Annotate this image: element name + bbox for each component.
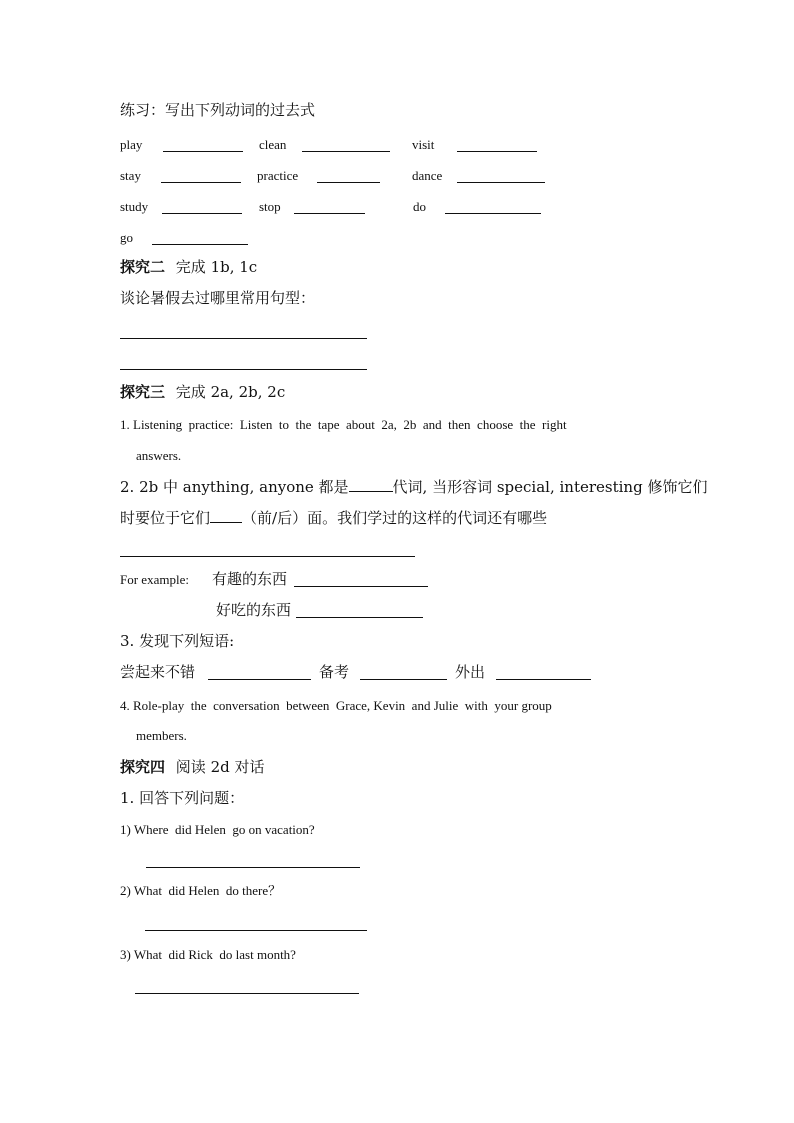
- q2-line2: [120, 510, 547, 526]
- phrase3-text: 外出: [455, 663, 486, 681]
- q4-line1: 4. Role-play the conversation between Grace, Kevin and Julie with your group: [120, 698, 552, 713]
- verb-study: study: [120, 199, 149, 214]
- phrase1-line[interactable]: [208, 679, 311, 680]
- section3-task: 完成 2a, 2b, 2c: [175, 383, 286, 401]
- q2-part-b: 代词, 当形容词 special, interesting 修饰它们: [392, 478, 708, 496]
- section4-subtitle: 1. 回答下列问题：: [120, 789, 245, 807]
- q2-line1: [120, 479, 707, 495]
- phrase2-line[interactable]: [360, 679, 447, 680]
- q1-line1: 1. Listening practice: Listen to the tape about 2a, 2b and then choose the right: [120, 417, 567, 432]
- q2-part-c: 时要位于它们: [120, 509, 211, 527]
- example2-text: 好吃的东西: [216, 601, 292, 619]
- phrase3-line[interactable]: [496, 679, 591, 680]
- answer-line-practice[interactable]: [317, 182, 380, 183]
- question-3: 3) What did Rick do last month?: [120, 947, 296, 962]
- section2-header: [120, 260, 257, 275]
- section4-task: 阅读 2d 对话: [175, 758, 265, 776]
- section4-header: [120, 760, 264, 775]
- section4-heading: 探究四: [120, 758, 166, 776]
- example-label: For example:: [120, 572, 189, 587]
- example2-line[interactable]: [296, 617, 423, 618]
- q2-answer-line[interactable]: [120, 556, 415, 557]
- verb-play: play: [120, 137, 143, 152]
- section2-heading: 探究二: [120, 258, 166, 276]
- answer-line-study[interactable]: [162, 213, 242, 214]
- section2-task: 完成 1b, 1c: [175, 258, 258, 276]
- example1-line[interactable]: [294, 586, 428, 587]
- exercise-title: 练习：写出下列动词的过去式: [120, 101, 316, 119]
- answer-line-stay[interactable]: [161, 182, 241, 183]
- answer-line-visit[interactable]: [457, 151, 537, 152]
- q3-title: 3. 发现下列短语:: [120, 632, 235, 650]
- verb-dance: dance: [412, 168, 443, 183]
- answer-line-play[interactable]: [163, 151, 243, 152]
- answer-line-go[interactable]: [152, 244, 248, 245]
- verb-practice: practice: [257, 168, 299, 183]
- answer-line-dance[interactable]: [457, 182, 545, 183]
- answer-line-q1[interactable]: [146, 867, 360, 868]
- answer-line-q2[interactable]: [145, 930, 367, 931]
- q4-line2: members.: [136, 728, 187, 743]
- sentence-line-1[interactable]: [120, 338, 367, 339]
- q2-part-a: 2. 2b 中 anything, anyone 都是: [120, 478, 349, 496]
- example1-text: 有趣的东西: [212, 570, 288, 588]
- q2-blank-pronoun[interactable]: [349, 479, 393, 492]
- sentence-line-2[interactable]: [120, 369, 367, 370]
- phrase2-text: 备考: [319, 663, 350, 681]
- q1-line2: answers.: [136, 448, 182, 463]
- phrase1-text: 尝起来不错: [120, 663, 196, 681]
- question-1: 1) Where did Helen go on vacation?: [120, 822, 315, 837]
- answer-line-do[interactable]: [445, 213, 541, 214]
- section3-heading: 探究三: [120, 383, 166, 401]
- q2-part-d: （前/后）面。我们学过的这样的代词还有哪些: [242, 509, 548, 527]
- verb-stop: stop: [259, 199, 281, 214]
- verb-go: go: [120, 230, 133, 245]
- answer-line-clean[interactable]: [302, 151, 390, 152]
- answer-line-stop[interactable]: [294, 213, 365, 214]
- verb-visit: visit: [412, 137, 435, 152]
- verb-do: do: [413, 199, 426, 214]
- verb-clean: clean: [259, 137, 287, 152]
- section3-header: [120, 385, 285, 400]
- question-2: 2) What did Helen do there？: [120, 883, 282, 898]
- q2-blank-position[interactable]: [210, 510, 242, 523]
- answer-line-q3[interactable]: [135, 993, 359, 994]
- section2-prompt: 谈论暑假去过哪里常用句型：: [120, 289, 316, 307]
- verb-stay: stay: [120, 168, 141, 183]
